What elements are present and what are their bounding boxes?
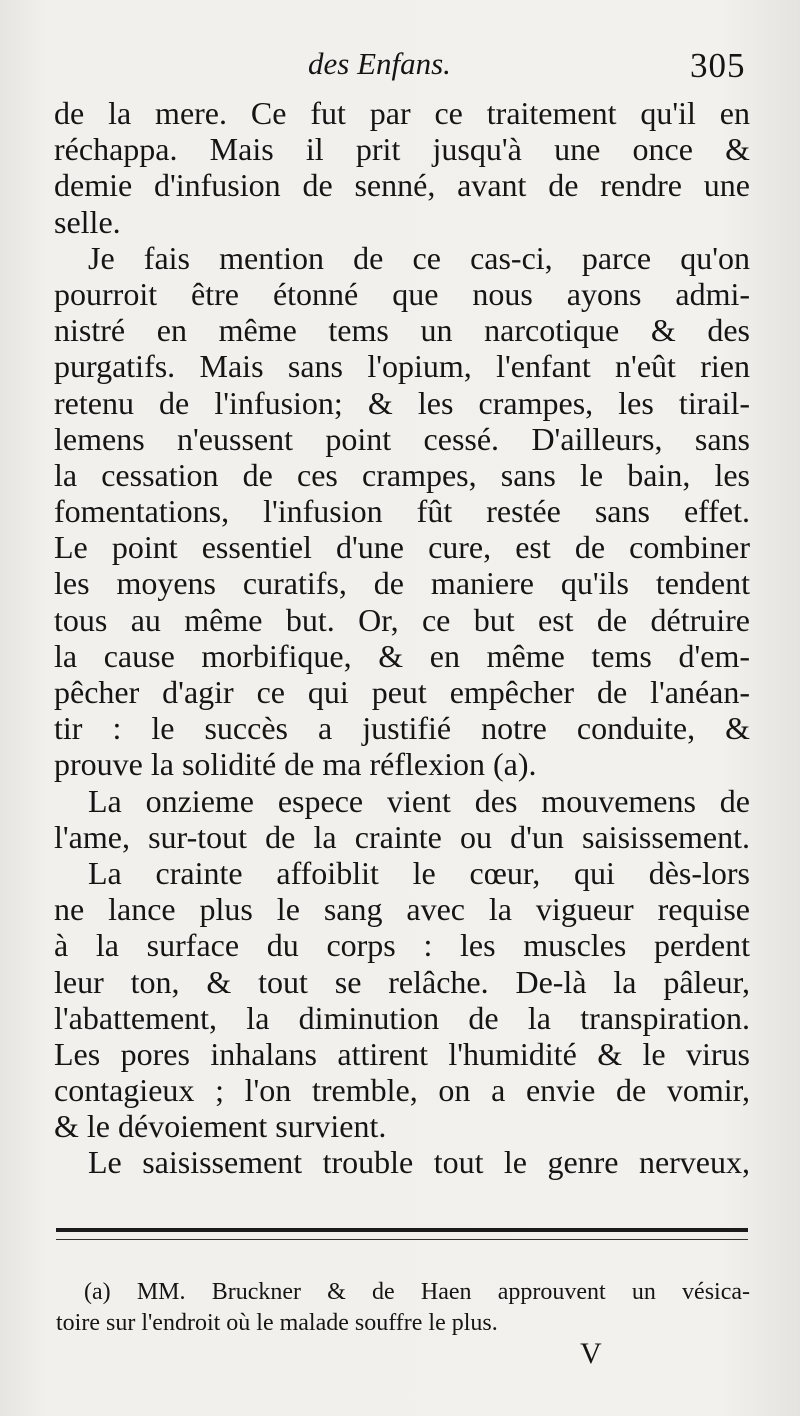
text-line: réchappa. Mais il prit jusqu'à une once & (54, 131, 750, 168)
footnote-line: (a) MM. Bruckner & de Haen approuvent un vésica- (84, 1279, 750, 1305)
text-line: la cause morbifique, & en même tems d'em- (54, 637, 750, 674)
text-line: Les pores inhalans attirent l'humidité & le virus (54, 1035, 750, 1072)
text-line: & le dévoiement survient. (54, 1108, 387, 1145)
text-line: les moyens curatifs, de maniere qu'ils tendent (54, 565, 750, 602)
text-line: selle. (54, 203, 121, 240)
text-line: la cessation de ces crampes, sans le bain, les (54, 456, 750, 493)
text-line: ne lance plus le sang avec la vigueur requise (54, 891, 750, 928)
footnote-rule (56, 1228, 748, 1240)
text-line: purgatifs. Mais sans l'opium, l'enfant n'eût rien (54, 348, 750, 385)
text-line: pêcher d'agir ce qui peut empêcher de l'anéan- (54, 674, 750, 710)
text-line: contagieux ; l'on tremble, on a envie de vomir, (54, 1072, 750, 1109)
page-header (0, 44, 800, 94)
text-line: Le saisissement trouble tout le genre nerveux, (88, 1144, 750, 1181)
text-line: tous au même but. Or, ce but est de détruire (54, 601, 750, 638)
text-line: La onzieme espece vient des mouvemens de (88, 782, 750, 819)
text-line: lemens n'eussent point cessé. D'ailleurs, sans (54, 420, 750, 457)
text-line: retenu de l'infusion; & les crampes, les tirail- (54, 384, 750, 421)
footnote (56, 1277, 750, 1339)
text-line: nistré en même tems un narcotique & des (54, 312, 750, 349)
text-line: pourroit être étonné que nous ayons admi- (54, 275, 750, 312)
footnote-line: toire sur l'endroit où le malade souffre le plus. (56, 1310, 498, 1336)
page-number: 305 (690, 46, 746, 85)
body-text (54, 95, 750, 1181)
text-line: fomentations, l'infusion fût restée sans effet. (54, 493, 750, 530)
text-line: l'ame, sur-tout de la crainte ou d'un saisissement. (54, 818, 750, 855)
text-line: demie d'infusion de senné, avant de rendre une (54, 167, 750, 204)
text-line: de la mere. Ce fut par ce traitement qu'il en (54, 95, 750, 131)
text-line: tir : le succès a justifié notre conduite, & (54, 710, 750, 747)
text-line: leur ton, & tout se relâche. De-là la pâleur, (54, 963, 750, 1000)
text-line: l'abattement, la diminution de la transpiration. (54, 999, 750, 1036)
text-line: Je fais mention de ce cas-ci, parce qu'on (88, 239, 750, 276)
signature-mark: V (580, 1337, 602, 1370)
text-line: La crainte affoiblit le cœur, qui dès-lors (88, 854, 750, 891)
text-line: prouve la solidité de ma réflexion (a). (54, 746, 537, 783)
running-title: des Enfans. (308, 46, 451, 81)
text-line: à la surface du corps : les muscles perdent (54, 927, 750, 964)
text-line: Le point essentiel d'une cure, est de combiner (54, 529, 750, 566)
